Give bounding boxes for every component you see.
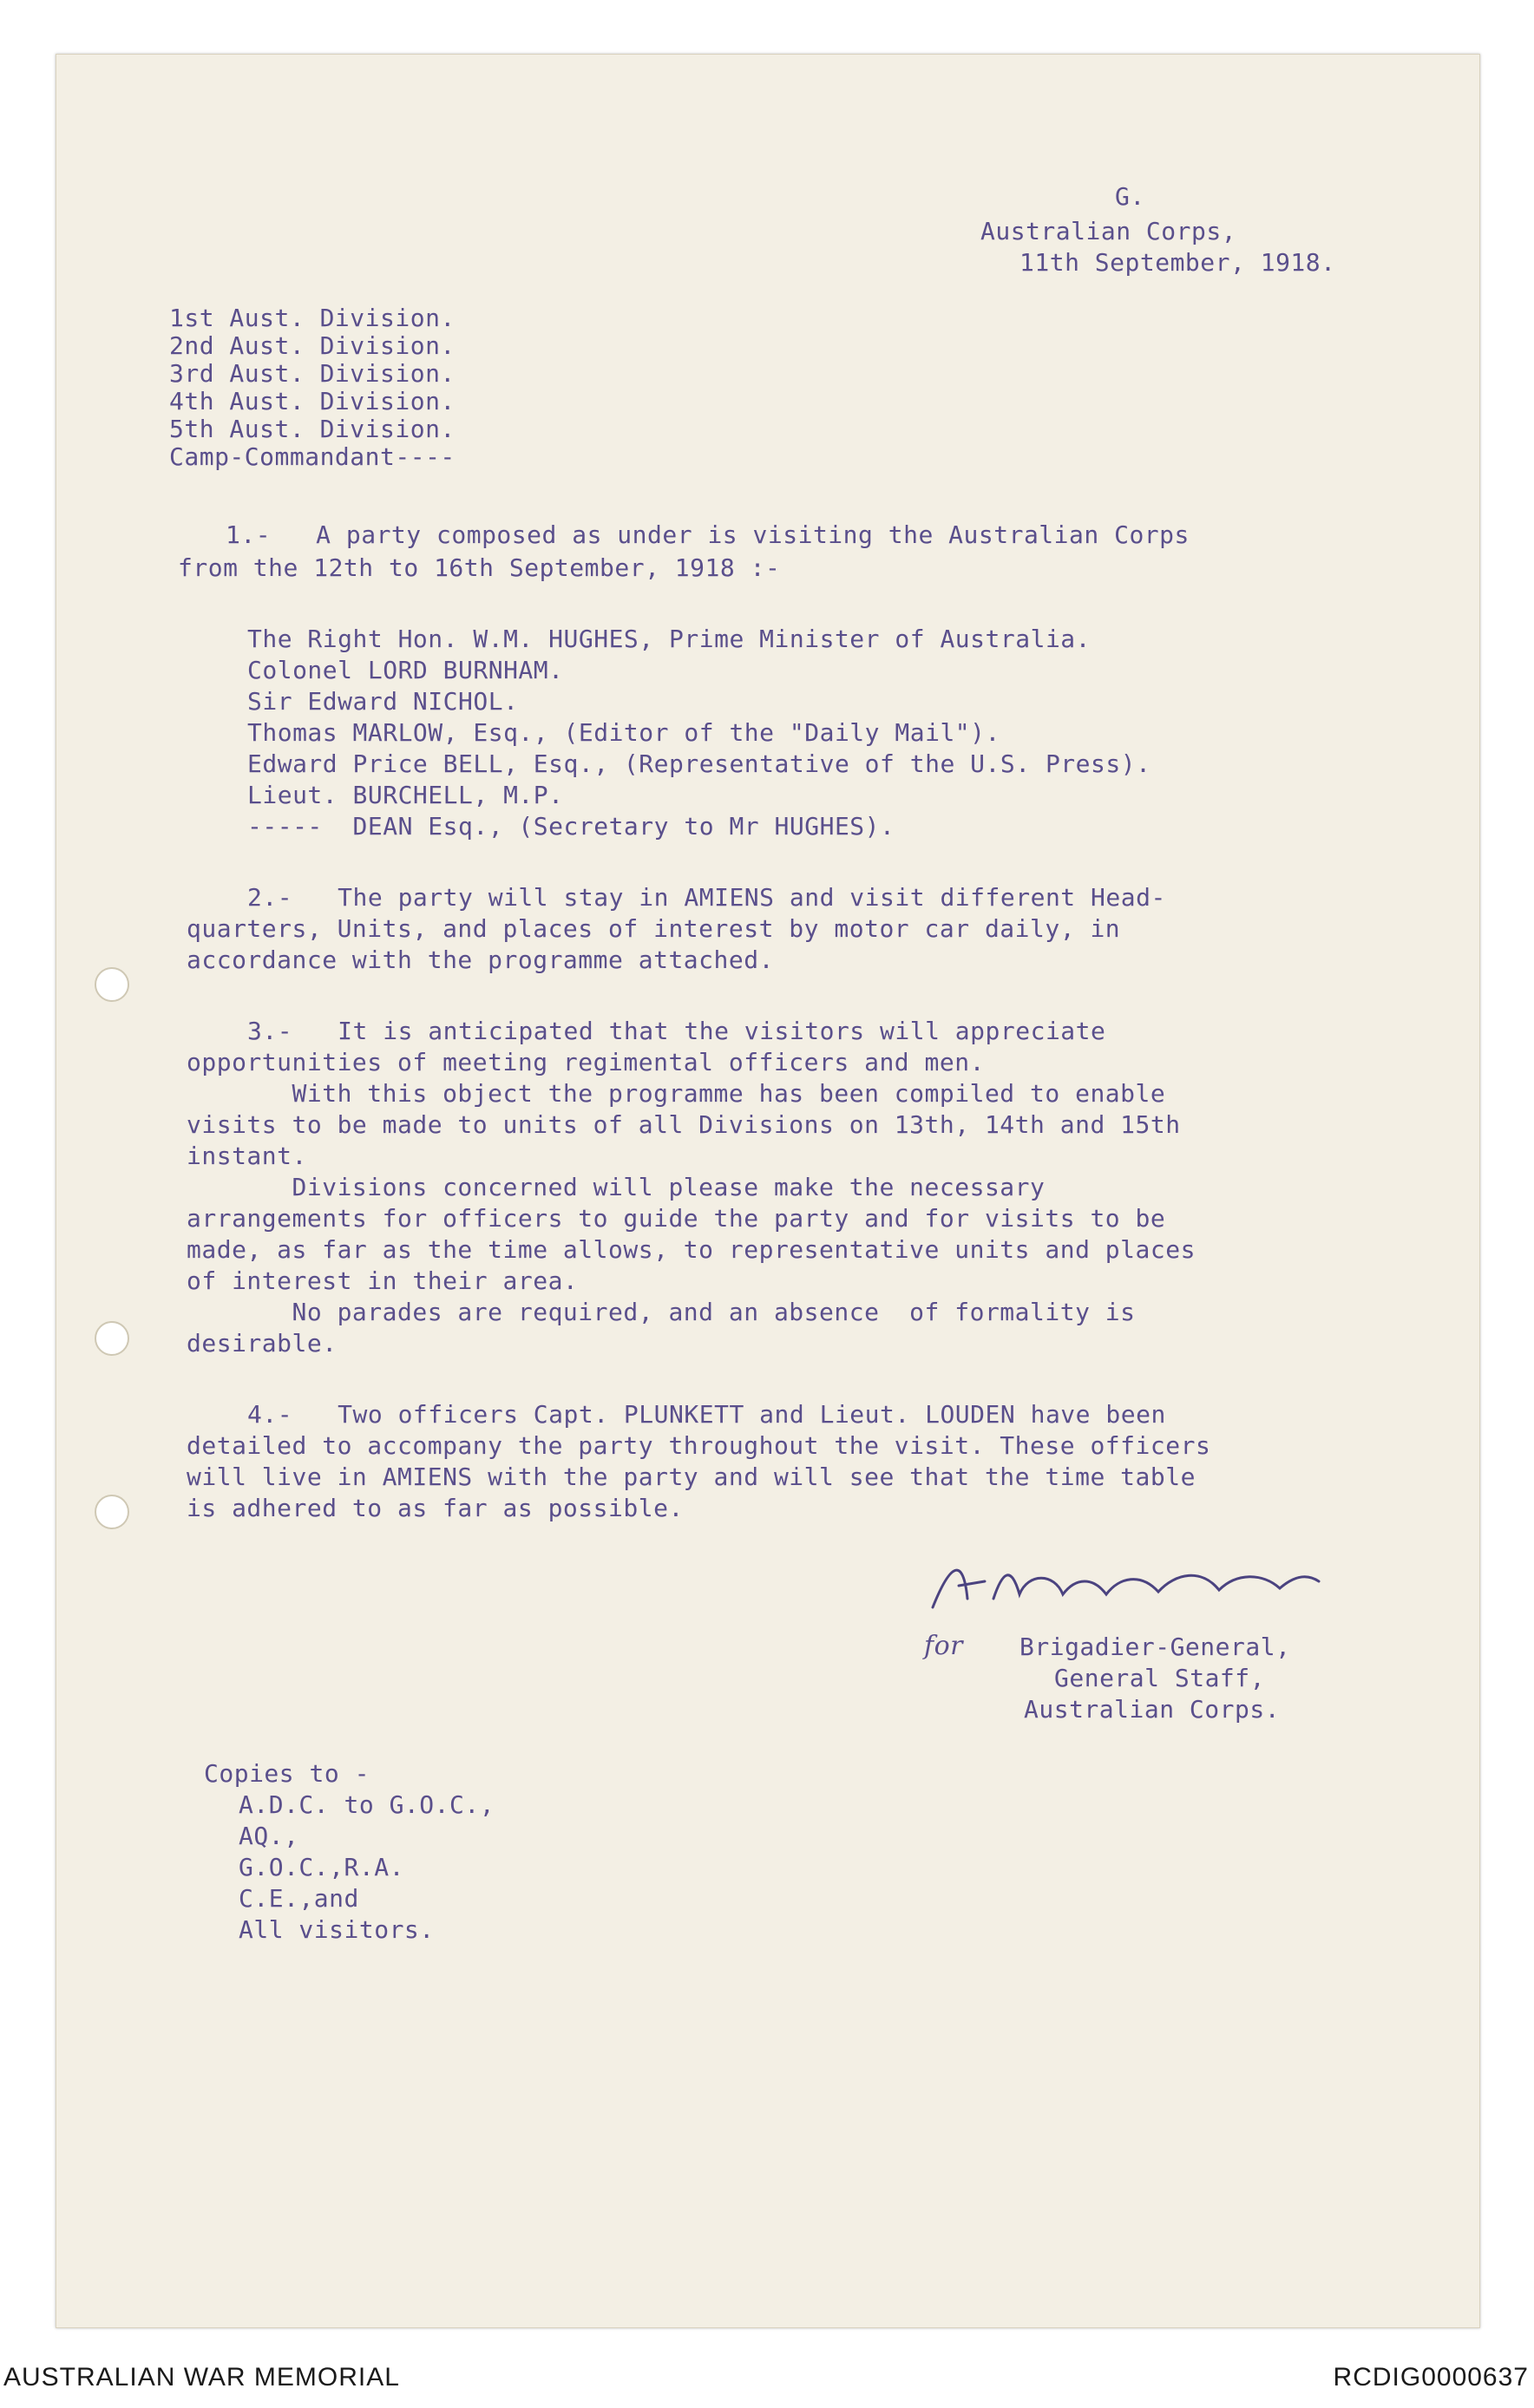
copies-item: A.D.C. to G.O.C.,	[239, 1790, 495, 1819]
addressee: 1st Aust. Division.	[169, 304, 456, 332]
para1-line: from the 12th to 16th September, 1918 :-	[178, 553, 781, 582]
copies-item: All visitors.	[239, 1915, 435, 1944]
addressee: 2nd Aust. Division.	[169, 331, 456, 360]
document-page	[56, 54, 1480, 2328]
para3-line: Divisions concerned will please make the necessary	[187, 1173, 1046, 1201]
addressee: 5th Aust. Division.	[169, 415, 456, 443]
punch-hole	[95, 967, 129, 1002]
signature-corps: Australian Corps.	[1024, 1695, 1281, 1724]
copies-item: G.O.C.,R.A.	[239, 1853, 404, 1881]
para3-line: No parades are required, and an absence of formality is	[187, 1298, 1136, 1326]
addressee: 4th Aust. Division.	[169, 387, 456, 416]
para2-line: quarters, Units, and places of interest by motor car daily, in	[187, 914, 1121, 943]
para3-line: 3.- It is anticipated that the visitors will appreciate	[247, 1017, 1106, 1045]
party-member: The Right Hon. W.M. HUGHES, Prime Minister of Australia.	[247, 625, 1092, 653]
para3-line: visits to be made to units of all Divisions on 13th, 14th and 15th	[187, 1110, 1181, 1139]
handwritten-signature	[924, 1547, 1341, 1625]
para3-line: opportunities of meeting regimental officers and men.	[187, 1048, 985, 1076]
para3-line: instant.	[187, 1142, 307, 1170]
header-code: G.	[1115, 182, 1145, 211]
para4-line: will live in AMIENS with the party and will see that the time table	[187, 1462, 1196, 1491]
party-member: Colonel LORD BURNHAM.	[247, 656, 564, 684]
para3-line: With this object the programme has been compiled to enable	[187, 1079, 1166, 1108]
party-member: Sir Edward NICHOL.	[247, 687, 519, 716]
para3-line: made, as far as the time allows, to representative units and places	[187, 1235, 1196, 1264]
signature-title: Brigadier-General,	[1019, 1633, 1291, 1661]
party-member: Thomas MARLOW, Esq., (Editor of the "Daily Mail").	[247, 718, 1000, 747]
signature-staff: General Staff,	[1054, 1664, 1266, 1692]
para4-line: detailed to accompany the party throughout the visit. These officers	[187, 1431, 1211, 1460]
copies-heading: Copies to -	[204, 1759, 370, 1788]
para1-line: 1.- A party composed as under is visiting the Australian Corps	[226, 520, 1190, 549]
para4-line: is adhered to as far as possible.	[187, 1494, 684, 1522]
punch-hole	[95, 1321, 129, 1356]
addressee: Camp-Commandant----	[169, 442, 456, 471]
party-member: Edward Price BELL, Esq., (Representative of the U.S. Press).	[247, 749, 1151, 778]
addressee: 3rd Aust. Division.	[169, 359, 456, 388]
para3-line: desirable.	[187, 1329, 338, 1358]
footer-institution: AUSTRALIAN WAR MEMORIAL	[3, 2363, 400, 2392]
footer-record-id: RCDIG0000637	[1333, 2363, 1529, 2392]
party-member: Lieut. BURCHELL, M.P.	[247, 781, 564, 809]
header-org: Australian Corps,	[980, 217, 1237, 245]
para3-line: arrangements for officers to guide the party and for visits to be	[187, 1204, 1166, 1233]
para2-line: accordance with the programme attached.	[187, 946, 774, 974]
para2-line: 2.- The party will stay in AMIENS and visit different Head-	[247, 883, 1166, 912]
header-date: 11th September, 1918.	[1019, 248, 1336, 277]
signature-for-mark: for	[924, 1631, 964, 1661]
party-member: ----- DEAN Esq., (Secretary to Mr HUGHES).	[247, 812, 895, 841]
punch-hole	[95, 1495, 129, 1529]
copies-item: C.E.,and	[239, 1884, 359, 1913]
copies-item: AQ.,	[239, 1822, 299, 1850]
para4-line: 4.- Two officers Capt. PLUNKETT and Lieut. LOUDEN have been	[247, 1400, 1166, 1429]
para3-line: of interest in their area.	[187, 1266, 579, 1295]
